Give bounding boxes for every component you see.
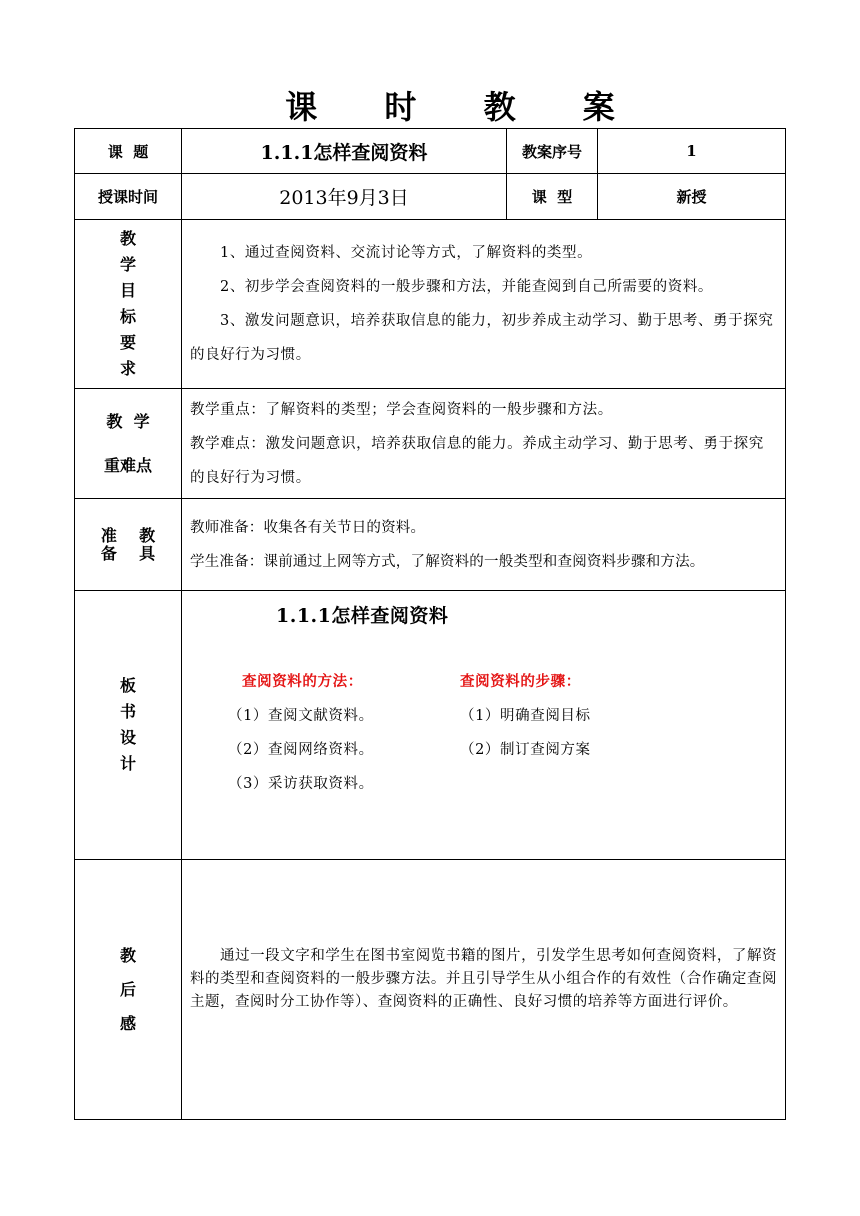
board-label-char: 计 xyxy=(119,754,136,773)
board-label-char: 设 xyxy=(119,728,136,747)
objectives-label-char: 目 xyxy=(119,281,136,300)
reflection-label-char: 教 xyxy=(119,945,136,965)
key-points-label xyxy=(75,389,182,499)
row-key-points xyxy=(75,389,786,499)
time-label: 授课时间 xyxy=(75,174,182,220)
board-design-label xyxy=(75,591,182,860)
page-title: 课 时 教 案 xyxy=(285,88,643,126)
row-board-design xyxy=(75,591,786,860)
preparation-label xyxy=(75,499,182,591)
serial-value: 1 xyxy=(598,129,786,174)
method-item: （1）查阅文献资料。 xyxy=(228,708,374,724)
row-objectives xyxy=(75,220,786,389)
objectives-label-char: 教 xyxy=(119,229,136,248)
objectives-label-char: 学 xyxy=(119,255,136,274)
lesson-plan-table xyxy=(74,128,786,1120)
teacher-preparation: 教师准备：收集各有关节日的资料。 xyxy=(190,519,426,536)
objectives-label-char: 要 xyxy=(119,333,136,352)
objectives-label-char: 求 xyxy=(119,359,136,378)
preparation-label-line: 备 具 xyxy=(100,543,156,563)
steps-column xyxy=(460,665,591,767)
teaching-difficulty: 教学难点：激发问题意识，培养获取信息的能力。养成主动学习、勤于思考、勇于探究的良好行为习惯。 xyxy=(190,435,764,486)
row-topic xyxy=(75,129,786,174)
key-points-label-line: 教 学 xyxy=(106,411,150,431)
serial-label: 教案序号 xyxy=(507,129,598,174)
objective-item: 3、激发问题意识，培养获取信息的能力，初步养成主动学习、勤于思考、勇于探究的良好行为习惯。 xyxy=(190,313,774,363)
key-points-label-line: 重难点 xyxy=(103,455,152,475)
method-item: （3）采访获取资料。 xyxy=(228,776,374,792)
board-label-char: 板 xyxy=(119,676,136,695)
reflection-label xyxy=(75,860,182,1120)
board-design-content xyxy=(182,591,786,860)
board-title: 1.1.1怎样查阅资料 xyxy=(276,605,449,627)
step-item: （2）制订查阅方案 xyxy=(460,742,591,758)
reflection-label-char: 感 xyxy=(119,1013,136,1033)
methods-heading: 查阅资料的方法： xyxy=(242,673,363,690)
reflection-content xyxy=(182,860,786,1120)
type-label: 课 型 xyxy=(507,174,598,220)
row-preparation xyxy=(75,499,786,591)
reflection-label-char: 后 xyxy=(119,979,136,999)
objective-item: 1、通过查阅资料、交流讨论等方式，了解资料的类型。 xyxy=(220,245,593,261)
reflection-text: 通过一段文字和学生在图书室阅览书籍的图片，引发学生思考如何查阅资料，了解资料的类型和查阅资料的一般步骤方法。并且引导学生从小组合作的有效性（合作确定查阅主题，查阅时分工协作等）、查阅资料的正确性、良好习惯的培养等方面进行评价。 xyxy=(190,948,777,1010)
objectives-content xyxy=(182,220,786,389)
topic-value: 1.1.1怎样查阅资料 xyxy=(182,129,507,174)
preparation-label-line: 准 教 xyxy=(100,525,156,545)
board-label-char: 书 xyxy=(119,702,136,721)
objective-item: 2、初步学会查阅资料的一般步骤和方法，并能查阅到自己所需要的资料。 xyxy=(220,279,714,295)
time-value: 2013年9月3日 xyxy=(182,174,507,220)
key-points-content xyxy=(182,389,786,499)
step-item: （1）明确查阅目标 xyxy=(460,708,591,724)
row-time xyxy=(75,174,786,220)
teaching-focus: 教学重点：了解资料的类型；学会查阅资料的一般步骤和方法。 xyxy=(190,401,613,418)
objectives-label-char: 标 xyxy=(119,307,136,326)
steps-heading: 查阅资料的步骤： xyxy=(460,673,581,690)
methods-column xyxy=(228,665,374,801)
student-preparation: 学生准备：课前通过上网等方式，了解资料的一般类型和查阅资料步骤和方法。 xyxy=(190,553,705,570)
objectives-label xyxy=(75,220,182,389)
row-reflection xyxy=(75,860,786,1120)
method-item: （2）查阅网络资料。 xyxy=(228,742,374,758)
type-value: 新授 xyxy=(598,174,786,220)
topic-label: 课 题 xyxy=(75,129,182,174)
preparation-content xyxy=(182,499,786,591)
